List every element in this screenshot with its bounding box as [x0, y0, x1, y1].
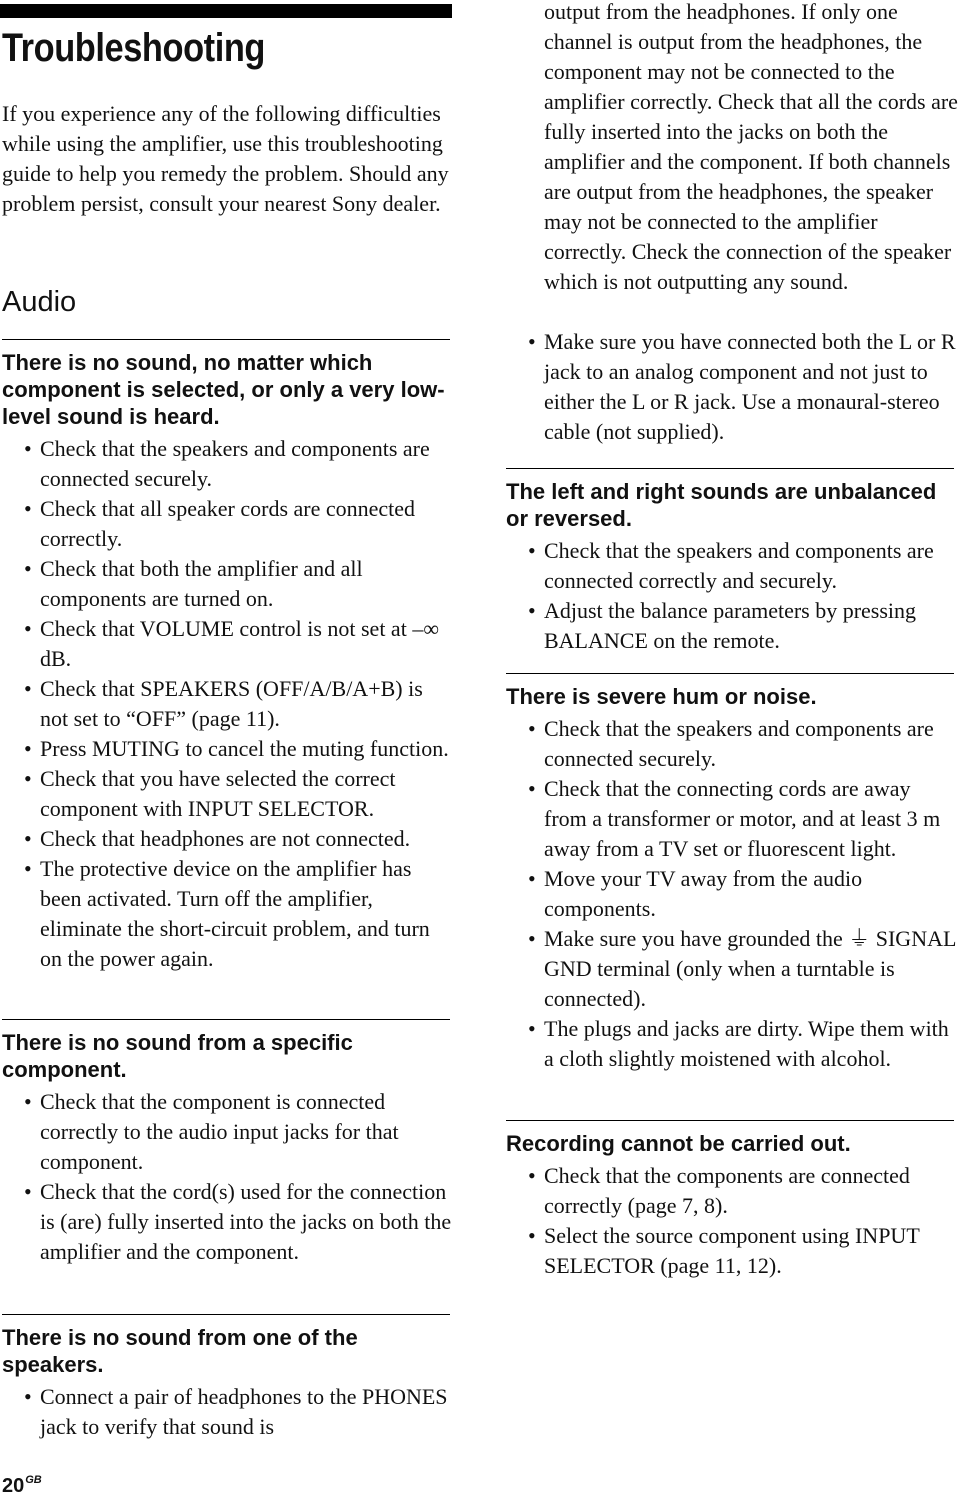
bullet-icon: • — [528, 776, 536, 801]
list-item-text: Adjust the balance parameters by pressing BALANCE on the remote. — [544, 598, 917, 653]
solution-list — [2, 1382, 452, 1442]
list-item — [2, 554, 452, 614]
problem-heading: There is no sound from a specific component. — [2, 1030, 353, 1082]
list-item — [2, 824, 452, 854]
list-item — [506, 1221, 956, 1281]
list-item — [2, 1177, 452, 1267]
bullet-icon: • — [24, 1089, 32, 1114]
list-item-text: Make sure you have grounded the ⏚ SIGNAL GND terminal (only when a turntable is connected). — [544, 926, 956, 1011]
bullet-icon: • — [24, 436, 32, 461]
bullet-icon: • — [24, 556, 32, 581]
list-item — [2, 1382, 452, 1442]
list-item-text: The plugs and jacks are dirty. Wipe them with a cloth slightly moistened with alcohol. — [544, 1016, 949, 1071]
divider — [506, 1120, 954, 1121]
list-item-text: Check that SPEAKERS (OFF/A/B/A+B) is not set to “OFF” (page 11). — [40, 676, 423, 731]
bullet-icon: • — [24, 616, 32, 641]
page-number: $20^{GB}$ — [2, 1474, 42, 1497]
bullet-icon: • — [528, 538, 536, 563]
troubleshoot-entry-unbalanced — [506, 468, 956, 656]
bullet-icon: • — [24, 496, 32, 521]
solution-list — [2, 434, 452, 974]
problem-heading: There is no sound, no matter which component is selected, or only a very low-level sound is heard. — [2, 350, 445, 429]
list-item — [2, 734, 452, 764]
troubleshoot-entry-hum-noise — [506, 673, 956, 1074]
list-item — [506, 536, 956, 596]
list-item — [2, 1087, 452, 1177]
list-item-text: Make sure you have connected both the L or R jack to an analog component and not just to either the L or R jack. Use a monaural-stereo cable (not supplied). — [544, 329, 956, 444]
list-item — [506, 864, 956, 924]
list-item — [2, 494, 452, 554]
list-item-text: Check that both the amplifier and all components are turned on. — [40, 556, 363, 611]
solution-list — [506, 1161, 956, 1281]
intro-paragraph: If you experience any of the following difficulties while using the amplifier, use this troubleshooting guide to help you remedy the problem. Should any problem persist, consult your nearest Sony dealer. — [2, 101, 449, 216]
troubleshoot-entry-one-speaker — [2, 1314, 452, 1442]
bullet-icon: • — [24, 766, 32, 791]
list-item-text: The protective device on the amplifier has been activated. Turn off the amplifier, eliminate the short-circuit problem, and turn on the power again. — [40, 856, 430, 971]
bullet-icon: • — [528, 598, 536, 623]
list-item — [2, 434, 452, 494]
solution-list — [506, 536, 956, 656]
troubleshoot-entry-recording — [506, 1120, 956, 1281]
list-item — [506, 774, 956, 864]
list-item-text: Check that you have selected the correct component with INPUT SELECTOR. — [40, 766, 396, 821]
list-item — [506, 714, 956, 774]
divider — [506, 673, 954, 674]
problem-heading: The left and right sounds are unbalanced or reversed. — [506, 479, 937, 531]
bullet-icon: • — [24, 676, 32, 701]
solution-list — [2, 1087, 452, 1267]
problem-heading: There is no sound from one of the speakers. — [2, 1325, 358, 1377]
list-item-text: Press MUTING to cancel the muting function. — [40, 736, 449, 761]
list-item — [506, 924, 956, 1014]
problem-heading: Recording cannot be carried out. — [506, 1131, 851, 1156]
list-item-text: Check that the speakers and components are connected securely. — [544, 716, 934, 771]
troubleshoot-entry-no-sound — [2, 339, 452, 974]
bullet-icon: • — [528, 1163, 536, 1188]
bullet-icon: • — [528, 1223, 536, 1248]
problem-heading: There is severe hum or noise. — [506, 684, 817, 709]
continued-entry — [506, 0, 956, 450]
divider — [2, 339, 450, 340]
bullet-icon: • — [528, 716, 536, 741]
divider — [2, 1019, 450, 1020]
list-item-text: Check that the speakers and components are connected correctly and securely. — [544, 538, 934, 593]
bullet-icon: • — [528, 926, 536, 951]
list-item-text: Check that the speakers and components are connected securely. — [40, 436, 430, 491]
list-item — [506, 596, 956, 656]
section-heading-audio: Audio — [2, 286, 77, 318]
bullet-icon: • — [24, 736, 32, 761]
list-item — [2, 674, 452, 734]
list-item-text: Check that all speaker cords are connected correctly. — [40, 496, 416, 551]
list-item — [2, 614, 452, 674]
list-item-text: Check that the components are connected correctly (page 7, 8). — [544, 1163, 910, 1218]
list-item — [506, 1014, 956, 1074]
list-item — [506, 1161, 956, 1221]
bullet-icon: • — [528, 1016, 536, 1041]
header-bar — [0, 4, 452, 18]
solution-list — [506, 327, 958, 447]
bullet-icon: • — [24, 1179, 32, 1204]
troubleshoot-entry-specific-component — [2, 1019, 452, 1267]
list-item-text: Select the source component using INPUT SELECTOR (page 11, 12). — [544, 1223, 920, 1278]
bullet-icon: • — [528, 329, 536, 354]
list-item-text: Check that the component is connected correctly to the audio input jacks for that component. — [40, 1089, 399, 1174]
list-item-text: Check that the connecting cords are away from a transformer or motor, and at least 3 m away from a TV set or fluorescent light. — [544, 776, 941, 861]
list-item-text: Check that headphones are not connected. — [40, 826, 411, 851]
page-suffix: GB — [25, 1474, 42, 1486]
page-title: Troubleshooting — [2, 26, 265, 70]
list-item — [506, 327, 958, 447]
bullet-icon: • — [24, 1384, 32, 1409]
list-item-text: Check that the cord(s) used for the connection is (are) fully inserted into the jacks on both the amplifier and the component. — [40, 1179, 452, 1264]
divider — [2, 1314, 450, 1315]
list-item-text: Move your TV away from the audio components. — [544, 866, 863, 921]
bullet-icon: • — [528, 866, 536, 891]
list-item — [2, 854, 452, 974]
list-item-text: Connect a pair of headphones to the PHONES jack to verify that sound is — [40, 1384, 448, 1439]
list-item-text: Check that VOLUME control is not set at –∞ dB. — [40, 616, 439, 671]
bullet-icon: • — [24, 856, 32, 881]
continued-text: output from the headphones. If only one channel is output from the headphones, the component may not be connected to the amplifier correctly. Check that all the cords are fully inserted into the jacks on both the amplifier and the component. If both channels are output from the headphones, the speaker may not be connected to the amplifier correctly. Check the connection of the speaker which is not outputting any sound. — [544, 0, 958, 294]
solution-list — [506, 714, 956, 1074]
bullet-icon: • — [24, 826, 32, 851]
list-item — [2, 764, 452, 824]
divider — [506, 468, 954, 469]
